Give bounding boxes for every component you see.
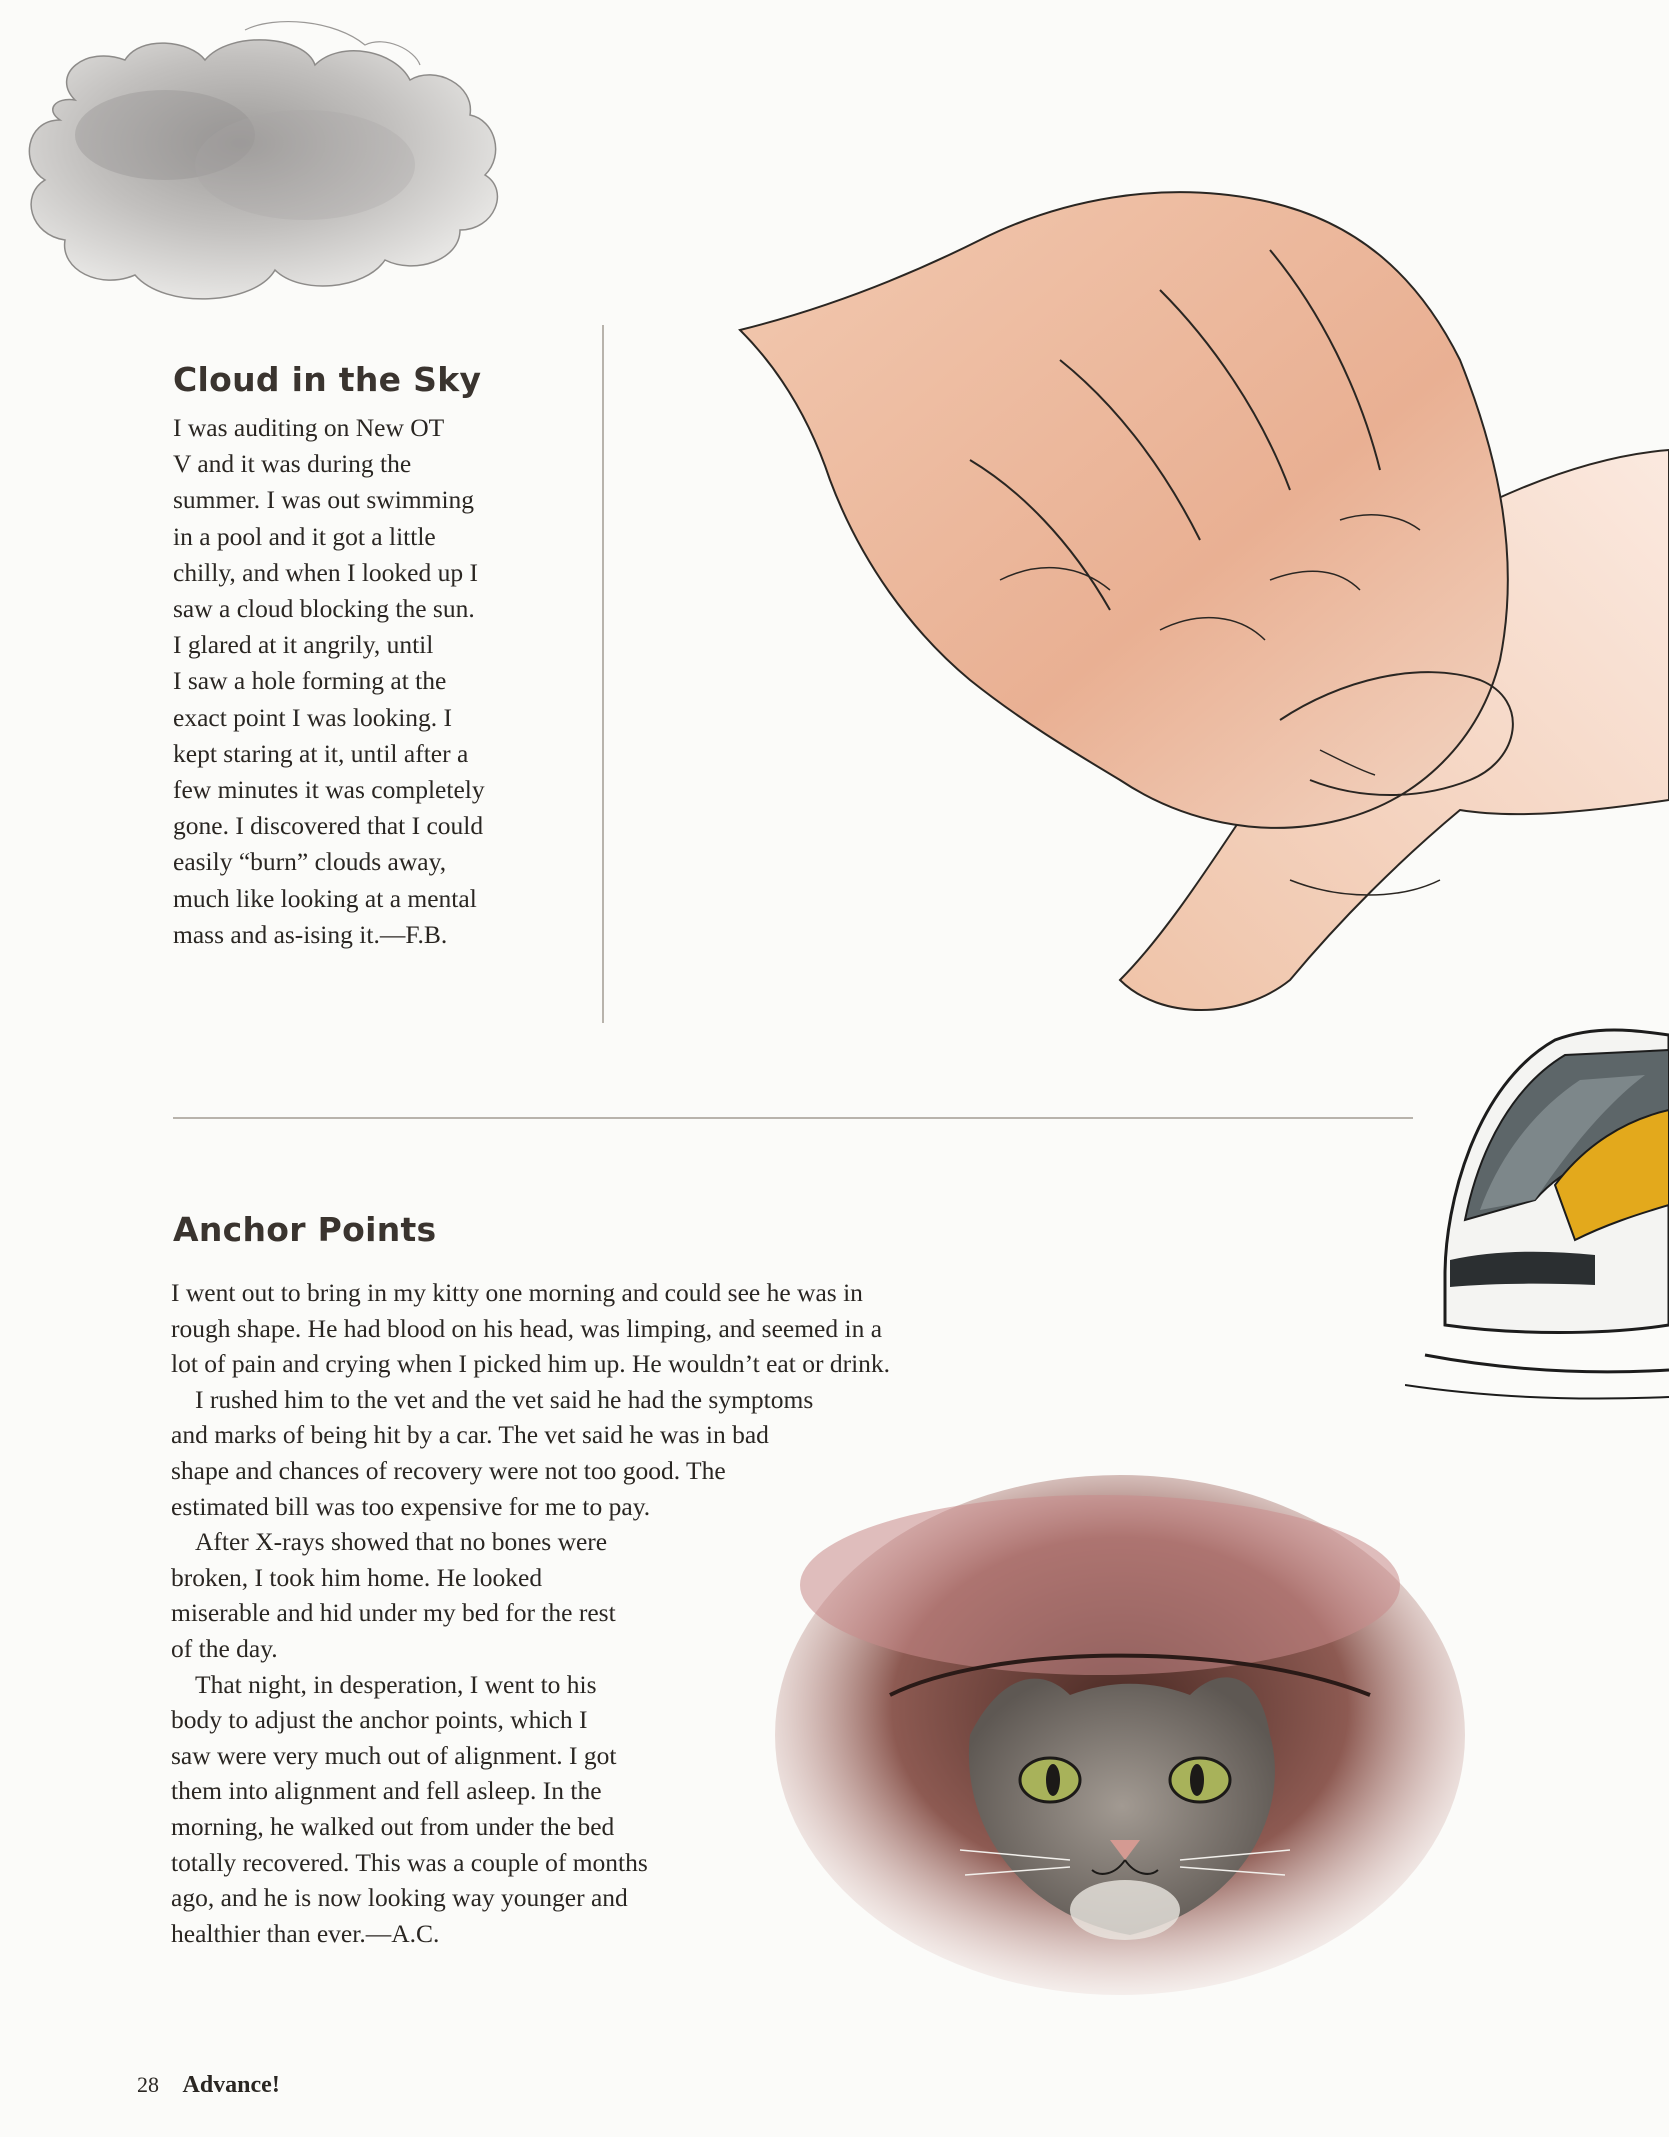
- story-body-cloud-in-the-sky: I was auditing on New OT V and it was during the summer. I was out swimming in a pool and it got a little chilly, and when I looked up I saw a cloud blocking the sun. I glared at it angrily, until I saw a hole forming at the exact point I was looking. I kept staring at it, until after a few minutes it was completely gone. I discovered that I could easily “burn” clouds away, much like looking at a mental mass and as-ising it.—F.B.: [173, 413, 485, 949]
- train-illustration: [1405, 1025, 1669, 1405]
- column-divider: [602, 325, 604, 1023]
- paragraph: That night, in desperation, I went to his body to adjust the anchor points, which I saw were very much out of alignment. I got them into alignment and fell asleep. In the morning, he walked out from under the bed totally recovered. This was a couple of months ago, and he is now looking way younger and healthier than ever.—A.C.: [171, 1669, 648, 1948]
- cloud-illustration: [15, 5, 585, 340]
- section-divider: [173, 1117, 1413, 1119]
- page-number: 28: [137, 2072, 159, 2097]
- story-heading-anchor-points: Anchor Points: [173, 1210, 437, 1249]
- paragraph: I rushed him to the vet and the vet said he had the symptoms and marks of being hit by a car. The vet said he was in bad shape and chances of recovery were not too good. The estimated bill was too expensive for me to pay.: [171, 1384, 814, 1521]
- paragraph: I went out to bring in my kitty one morning and could see he was in rough shape. He had blood on his head, was limping, and seemed in a lot of pain and crying when I picked him up. He wouldn’t eat or drink.: [171, 1278, 891, 1379]
- story-body-anchor-points: [171, 1275, 1071, 1951]
- magazine-title: Advance!: [182, 2072, 280, 2098]
- story-heading-cloud-in-the-sky: Cloud in the Sky: [173, 360, 482, 399]
- page-footer: [137, 2072, 280, 2099]
- paragraph: After X-rays showed that no bones were broken, I took him home. He looked miserable and hid under my bed for the rest of the day.: [171, 1527, 616, 1663]
- hands-illustration: [640, 160, 1669, 1040]
